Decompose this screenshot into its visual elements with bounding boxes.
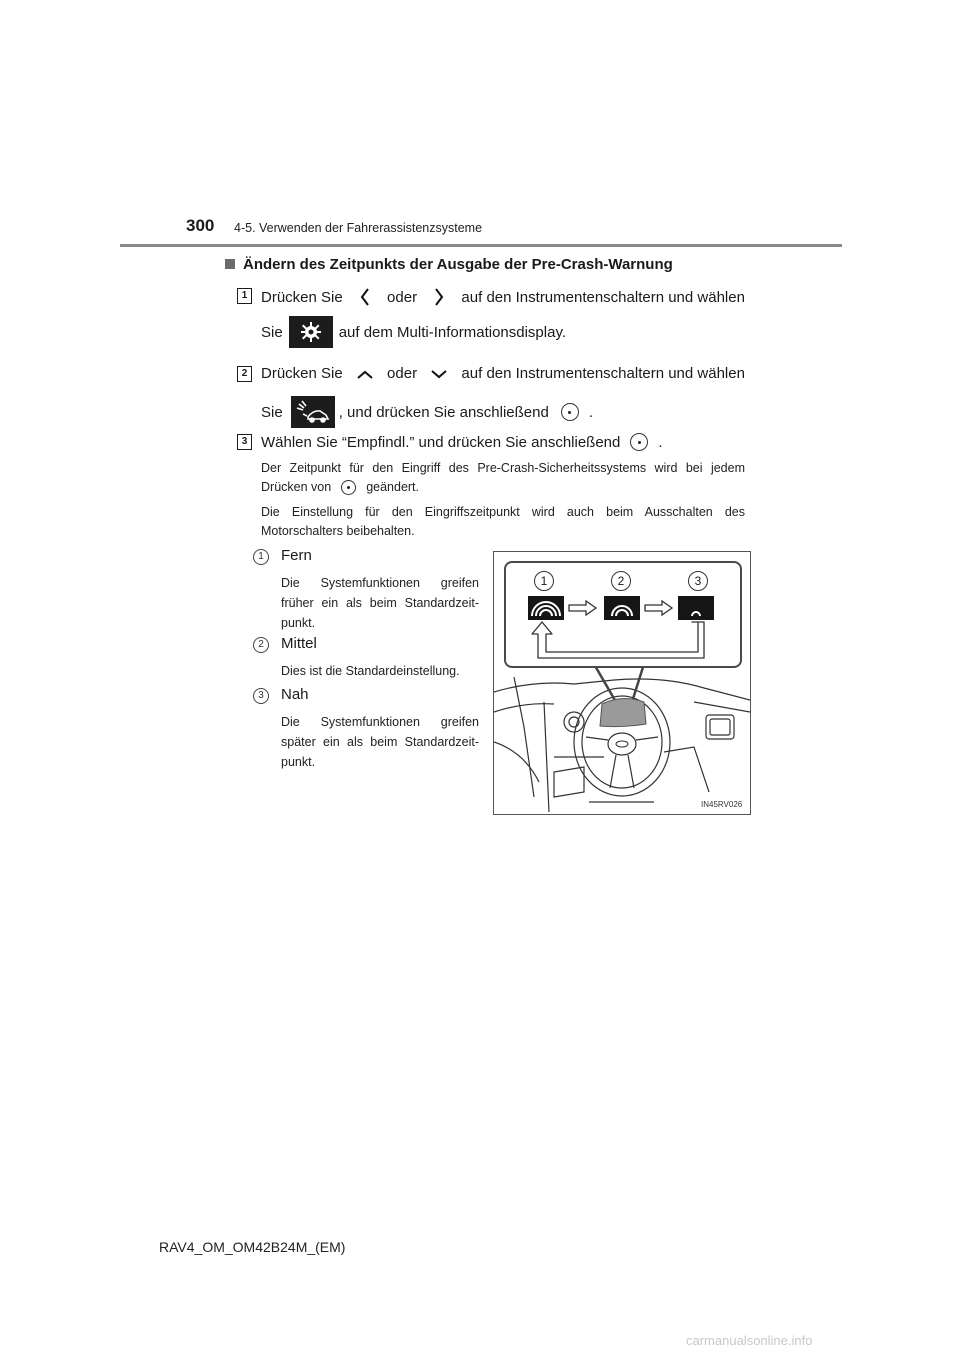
pcs-warning-icon — [291, 396, 335, 428]
step-3-text-a: Wählen Sie “Empfindl.” und drücken Sie anschließend — [261, 433, 621, 451]
option-desc-fern: Die Systemfunktionen greifen früher ein als beim Standardzeit-punkt. — [281, 576, 479, 630]
timing-display-fern — [528, 596, 564, 620]
step-2-text-a: Drücken Sie — [261, 365, 343, 382]
step-2-text-f: . — [588, 403, 593, 421]
chevron-left-icon — [358, 287, 372, 307]
section-heading-text: Ändern des Zeitpunkts der Ausgabe der Pre-Crash-Warnung — [243, 256, 673, 273]
option-desc-mittel: Dies ist die Standardeinstellung. — [281, 664, 460, 678]
return-arrow-icon — [530, 620, 710, 660]
option-desc-nah: Die Systemfunktionen greifen später ein als beim Standardzeit-punkt. — [281, 715, 479, 769]
section-heading — [225, 256, 673, 273]
step-3-line-1 — [261, 433, 663, 451]
arrow-right-icon — [568, 600, 598, 616]
step-1-text-d: Sie — [261, 323, 283, 341]
step-3-text-b: . — [658, 433, 663, 451]
step-2-line-1 — [261, 365, 745, 382]
step-number-1: 1 — [237, 288, 252, 304]
option-number-1: 1 — [253, 549, 269, 565]
ok-button-icon — [561, 403, 579, 421]
page-number: 300 — [186, 216, 215, 235]
illustration-label-3: 3 — [688, 571, 708, 591]
illustration-code: IN45RV026 — [701, 800, 743, 809]
step-1-text-e: auf dem Multi-Informationsdisplay. — [338, 323, 567, 341]
step-2-text-c: auf den Instrumentenschaltern und wählen — [461, 365, 745, 382]
note-1-text-b: Drücken von — [261, 480, 332, 494]
option-title-fern: Fern — [281, 547, 312, 564]
chapter-title: 4-5. Verwenden der Fahrerassistenzsysteme — [234, 221, 483, 235]
chevron-down-icon — [429, 367, 449, 381]
settings-gear-icon — [289, 316, 333, 348]
option-title-mittel: Mittel — [281, 635, 317, 652]
step-2-text-e: , und drücken Sie anschließend — [338, 403, 549, 421]
note-1-line-1: Der Zeitpunkt für den Eingriff des Pre-Crash-Sicherheitssystems wird bei jedem — [261, 461, 745, 475]
note-1 — [261, 459, 745, 497]
header-rule — [120, 244, 842, 247]
ok-button-icon — [341, 480, 356, 495]
timing-display-mittel — [604, 596, 640, 620]
option-number-2: 2 — [253, 637, 269, 653]
ok-button-icon — [630, 433, 648, 451]
square-bullet-icon — [225, 259, 235, 269]
step-1-text-c: auf den Instrumentenschaltern und wählen — [461, 288, 745, 306]
illustration-label-2: 2 — [611, 571, 631, 591]
option-number-3: 3 — [253, 688, 269, 704]
note-2: Die Einstellung für den Eingriffszeitpunkt wird auch beim Ausschalten des Motorschalters beibehalten. — [261, 505, 745, 538]
step-2-line-2 — [261, 396, 593, 428]
note-1-line-2 — [261, 478, 745, 497]
timing-display-nah — [678, 596, 714, 620]
document-code: RAV4_OM_OM42B24M_(EM) — [159, 1239, 346, 1255]
option-title-nah: Nah — [281, 686, 309, 703]
chevron-right-icon — [432, 287, 446, 307]
arrow-right-icon — [644, 600, 674, 616]
step-number-3: 3 — [237, 434, 252, 450]
chevron-up-icon — [355, 367, 375, 381]
step-1-line-1 — [261, 287, 745, 307]
step-2-text-b: oder — [387, 365, 418, 382]
illustration-label-1: 1 — [534, 571, 554, 591]
note-1-text-c: geändert. — [366, 480, 420, 494]
step-1-line-2 — [261, 316, 566, 348]
step-1-text-b: oder — [387, 288, 418, 306]
step-2-text-d: Sie — [261, 403, 283, 421]
step-number-2: 2 — [237, 366, 252, 382]
watermark: carmanualsonline.info — [686, 1333, 813, 1348]
step-1-text-a: Drücken Sie — [261, 288, 343, 306]
